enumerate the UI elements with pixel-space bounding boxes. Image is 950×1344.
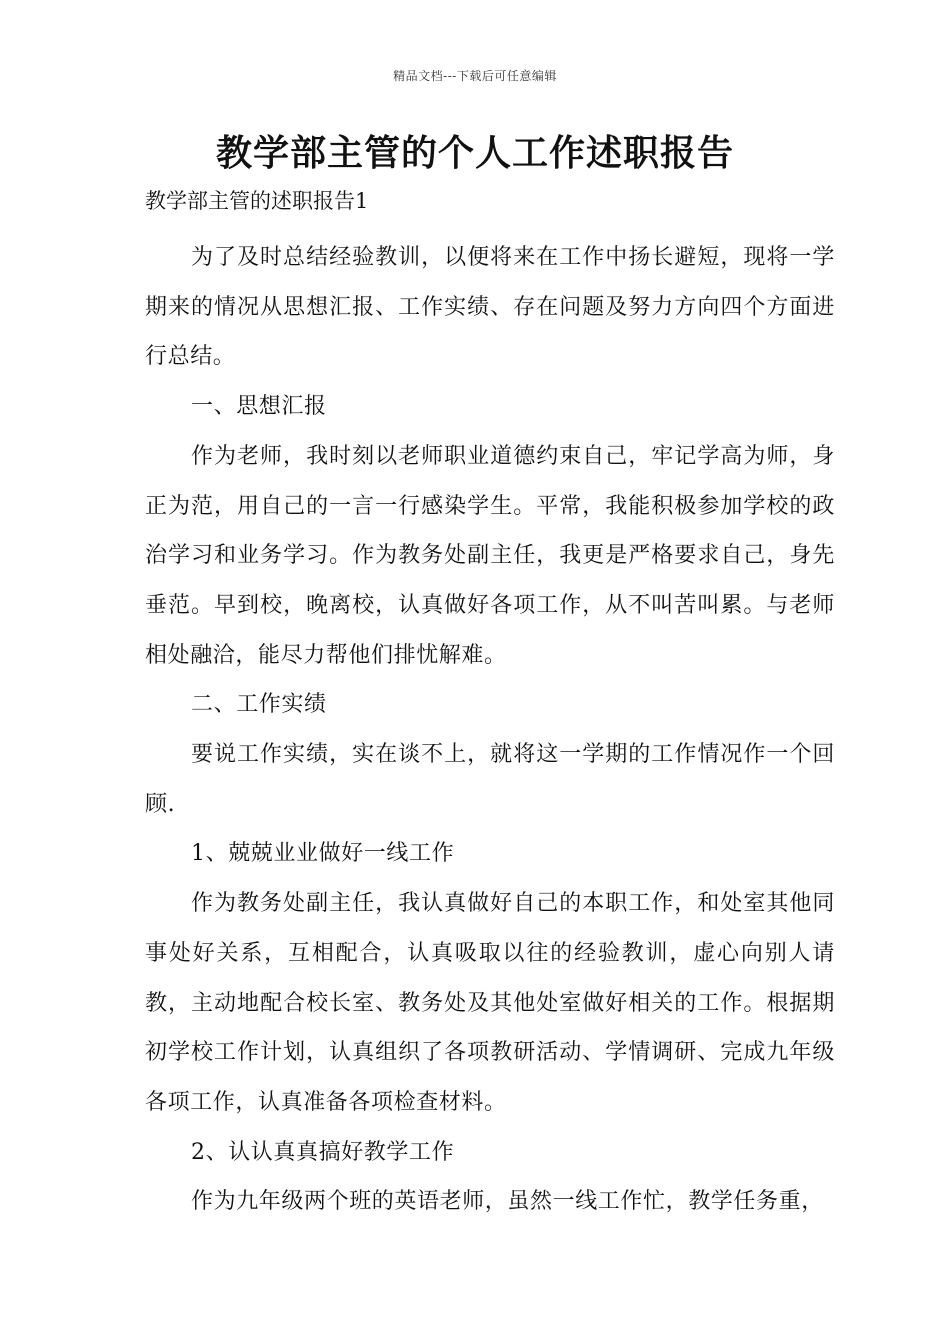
subsection-heading-2: 2、认认真真搞好教学工作	[191, 1139, 455, 1165]
section-heading-thought: 一、思想汇报	[191, 394, 327, 420]
subsection-heading-1: 1、兢兢业业做好一线工作	[191, 841, 455, 867]
paragraph-intro: 为了及时总结经验教训，以便将来在工作中扬长避短，现将一学期来的情况从思想汇报、工作实绩、存在问题及努力方向四个方面进行总结。	[145, 245, 835, 370]
header-note: 精品文档---下载后可任意编辑	[393, 69, 557, 83]
paragraph-thought: 作为老师，我时刻以老师职业道德约束自己，牢记学高为师，身正为范，用自己的一言一行感染学生。平常，我能积极参加学校的政治学习和业务学习。作为教务处副主任，我更是严格要求自己，身先垂范。早到校，晚离校，认真做好各项工作，从不叫苦叫累。与老师相处融洽，能尽力帮他们排忧解难。	[145, 443, 835, 668]
paragraph-achievements-intro: 要说工作实绩，实在谈不上，就将这一学期的工作情况作一个回顾.	[145, 742, 835, 817]
document-body	[145, 233, 835, 1227]
paragraph-frontline-work: 作为教务处副主任，我认真做好自己的本职工作，和处室其他同事处好关系，互相配合，认真吸取以往的经验教训，虚心向别人请教，主动地配合校长室、教务处及其他处室做好相关的工作。根据期初学校工作计划，认真组织了各项教研活动、学情调研、完成九年级各项工作，认真准备各项检查材料。	[145, 891, 835, 1115]
document-subtitle: 教学部主管的述职报告1	[145, 189, 369, 213]
paragraph-teaching-work: 作为九年级两个班的英语老师，虽然一线工作忙，教学任务重，	[191, 1189, 824, 1215]
document-title: 教学部主管的个人工作述职报告	[215, 132, 734, 174]
section-heading-achievements: 二、工作实绩	[191, 692, 327, 718]
